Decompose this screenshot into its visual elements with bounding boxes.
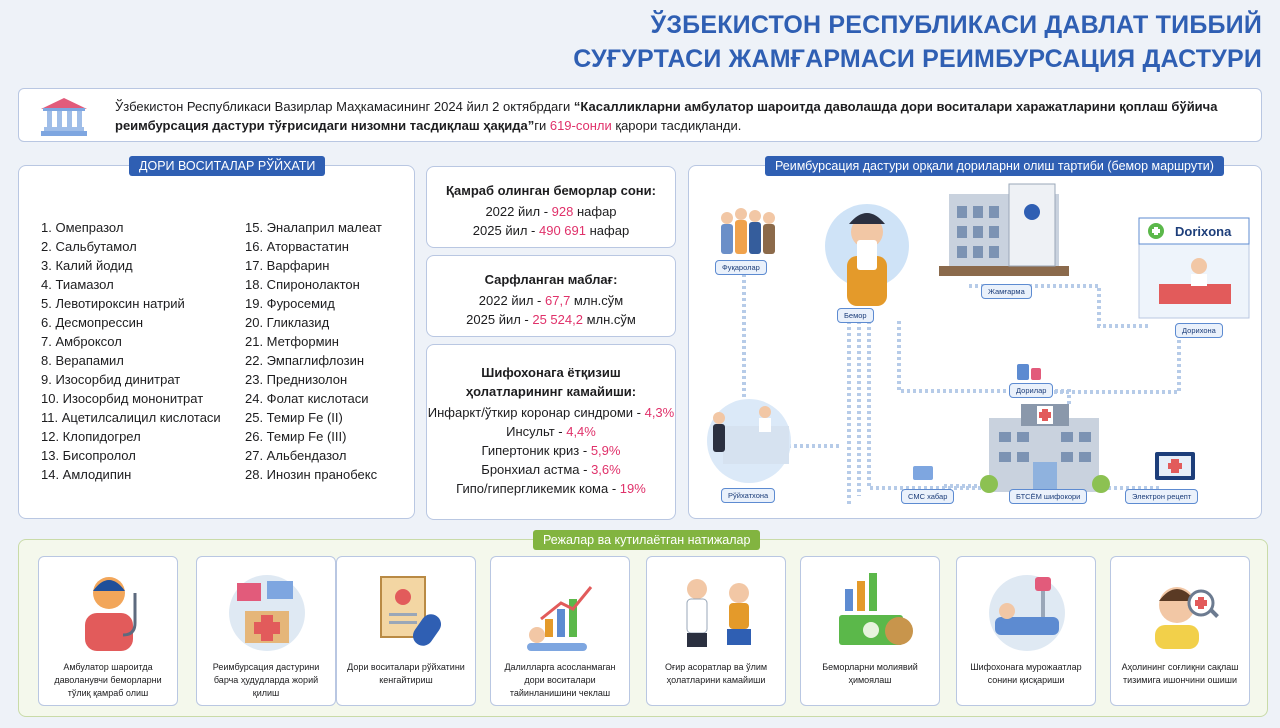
fund-building-illustration [939, 184, 1069, 276]
drug-list-item: 9. Изосорбид динитрат [41, 372, 181, 387]
drug-list-item: 2. Сальбутамол [41, 239, 137, 254]
result-card-illustration [347, 563, 467, 653]
pharmacy-sign: Dorixona [1175, 224, 1232, 239]
drug-list-item: 26. Темир Fe (III) [245, 429, 347, 444]
result-card-caption: Далилларга асосланмаган дори воситалари тайинланишини чеклаш [504, 662, 616, 698]
result-card-caption: Амбулатор шароитда даволанувчи беморларни тўлиқ қамраб олиш [54, 662, 162, 698]
hospitalization-item: Инсульт - 4,4% [506, 424, 596, 439]
decree-text: Ўзбекистон Республикаси Вазирлар Маҳкамасининг 2024 йил 2 октябрдаги “Касалликларни амбулатор шароитда даволашда дори воситалари харажатларини қоплаш бўйича реимбурсация дастури тўғрисидаги низомни тасдиқлаш ҳақида”ги 619-сонли қарори тасдиқланди. [115, 99, 1218, 133]
label-e-prescription: Электрон рецепт [1125, 489, 1198, 504]
label-fund: Жамғарма [981, 284, 1032, 299]
title-line-2: СУҒУРТАСИ ЖАМҒАРМАСИ РЕИМБУРСАЦИЯ ДАСТУРИ [573, 45, 1262, 73]
result-card-caption: Реимбурсация дастурини барча ҳудудларда жорий қилиш [212, 662, 320, 698]
decree-banner [18, 88, 1262, 142]
result-card [38, 556, 178, 706]
e-prescription-illustration [1155, 452, 1195, 480]
label-medicines: Дорилар [1009, 383, 1053, 398]
patient-illustration [825, 204, 909, 306]
decree-number: 619-сонли [549, 118, 612, 133]
drug-list-item: 6. Десмопрессин [41, 315, 144, 330]
drug-list-item: 5. Левотироксин натрий [41, 296, 185, 311]
route-dotted-paths [744, 274, 1179, 504]
result-card-caption: Оғир асоратлар ва ўлим ҳолатларини камайиши [664, 662, 768, 685]
drug-list-item: 19. Фуросемид [245, 296, 335, 311]
drug-list-title: ДОРИ ВОСИТАЛАР РЎЙХАТИ [129, 156, 325, 176]
result-card-caption: Аҳолининг соғлиқни сақлаш тизимига ишончини ошиши [1121, 662, 1239, 685]
drug-list-item: 12. Клопидогрел [41, 429, 141, 444]
spent-2025: 2025 йил - 25 524,2 млн.сўм [466, 312, 636, 327]
result-card-illustration [1121, 563, 1241, 653]
result-card-illustration [207, 563, 327, 653]
decree-title: “Касалликларни амбулатор шароитда даволашда дори воситалари харажатларини қоплаш бўйича реимбурсация дастури тўғрисидаги низомни тасдиқлаш ҳақида” [115, 99, 1218, 133]
patients-stat-card [426, 166, 676, 248]
spent-stat-card [426, 255, 676, 337]
label-doctor: БТСЁМ шифокори [1009, 489, 1087, 504]
drug-list-item: 13. Бисопролол [41, 448, 136, 463]
drug-list-item: 28. Инозин пранобекс [245, 467, 378, 482]
page-title [502, 8, 1262, 76]
route-diagram [689, 166, 1261, 518]
result-card [1110, 556, 1250, 706]
drug-list-item: 14. Амлодипин [41, 467, 132, 482]
drug-list-column-1 [41, 218, 221, 484]
drug-list-item: 4. Тиамазол [41, 277, 114, 292]
hospitalization-item: Инфаркт/ўткир коронар синдроми - 4,3% [427, 405, 675, 420]
drug-list-item: 7. Амброксол [41, 334, 122, 349]
drug-list-item: 25. Темир Fe (II) [245, 410, 343, 425]
patients-2025: 2025 йил - 490 691 нафар [472, 223, 630, 238]
drug-list-item: 11. Ацетилсалицил кислотаси [41, 410, 221, 425]
patient-route-title: Реимбурсация дастури орқали дориларни олиш тартиби (бемор маршрути) [765, 156, 1224, 176]
drug-list-item: 10. Изосорбид мононитрат [41, 391, 204, 406]
drug-list-panel [18, 159, 415, 519]
result-card-caption: Беморларни молиявий ҳимоялаш [822, 662, 918, 685]
patients-heading: Қамраб олинган беморлар сони: [446, 183, 656, 198]
medicines-illustration [1017, 364, 1041, 380]
result-card-illustration [49, 563, 169, 653]
drug-list-item: 1. Омепразол [41, 220, 124, 235]
result-card [646, 556, 786, 706]
drug-list-item: 3. Калий йодид [41, 258, 133, 273]
drug-list-item: 15. Эналаприл малеат [245, 220, 382, 235]
hospital-illustration [980, 404, 1110, 493]
drug-list-item: 8. Верапамил [41, 353, 124, 368]
hospitalization-stat-card [426, 344, 676, 520]
drug-list-item: 16. Аторвастатин [245, 239, 349, 254]
drug-list-item: 24. Фолат кислотаси [245, 391, 369, 406]
label-citizens: Фуқаролар [715, 260, 767, 275]
result-card-illustration [501, 563, 621, 653]
spent-heading: Сарфланган маблағ: [484, 272, 618, 287]
citizens-illustration [721, 208, 775, 254]
patient-route-panel [688, 159, 1262, 519]
government-building-icon [37, 94, 91, 138]
sms-illustration [913, 466, 933, 480]
drug-list-item: 21. Метформин [245, 334, 339, 349]
hospitalization-item: Гипо/гипергликемик кома - 19% [456, 481, 646, 496]
drug-list-item: 18. Спиронолактон [245, 277, 360, 292]
label-patient: Бемор [837, 308, 874, 323]
result-card-illustration [967, 563, 1087, 653]
hospitalization-list [427, 403, 675, 498]
drug-list-item: 27. Альбендазол [245, 448, 347, 463]
drug-list-item: 22. Эмпаглифлозин [245, 353, 365, 368]
results-title: Режалар ва кутилаётган натижалар [533, 530, 760, 550]
label-registry: Рўйхатхона [721, 488, 775, 503]
result-card [490, 556, 630, 706]
label-pharmacy: Дорихона [1175, 323, 1223, 338]
drug-list-item: 17. Варфарин [245, 258, 330, 273]
patients-2022: 2022 йил - 928 нафар [485, 204, 617, 219]
result-card [956, 556, 1096, 706]
hospitalization-heading: Шифохонага ётқизиш ҳолатларининг камайиши: [465, 365, 637, 399]
title-line-1: ЎЗБЕКИСТОН РЕСПУБЛИКАСИ ДАВЛАТ ТИББИЙ [650, 11, 1262, 39]
result-card-caption: Дори воситалари рўйхатини кенгайтириш [347, 662, 465, 685]
hospitalization-item: Бронхиал астма - 3,6% [481, 462, 621, 477]
result-card [336, 556, 476, 706]
pharmacy-illustration [1139, 218, 1249, 318]
drug-list-item: 23. Преднизолон [245, 372, 348, 387]
result-card-illustration [657, 563, 777, 653]
result-card [196, 556, 336, 706]
result-card-caption: Шифохонага мурожаатлар сонини қисқариши [970, 662, 1082, 685]
hospitalization-item: Гипертоник криз - 5,9% [481, 443, 621, 458]
result-card [800, 556, 940, 706]
label-sms: СМС хабар [901, 489, 954, 504]
drug-list-item: 20. Гликлазид [245, 315, 330, 330]
spent-2022: 2022 йил - 67,7 млн.сўм [478, 293, 624, 308]
registry-illustration [707, 399, 791, 483]
drug-list-column-2 [245, 218, 382, 484]
result-card-illustration [811, 563, 931, 653]
